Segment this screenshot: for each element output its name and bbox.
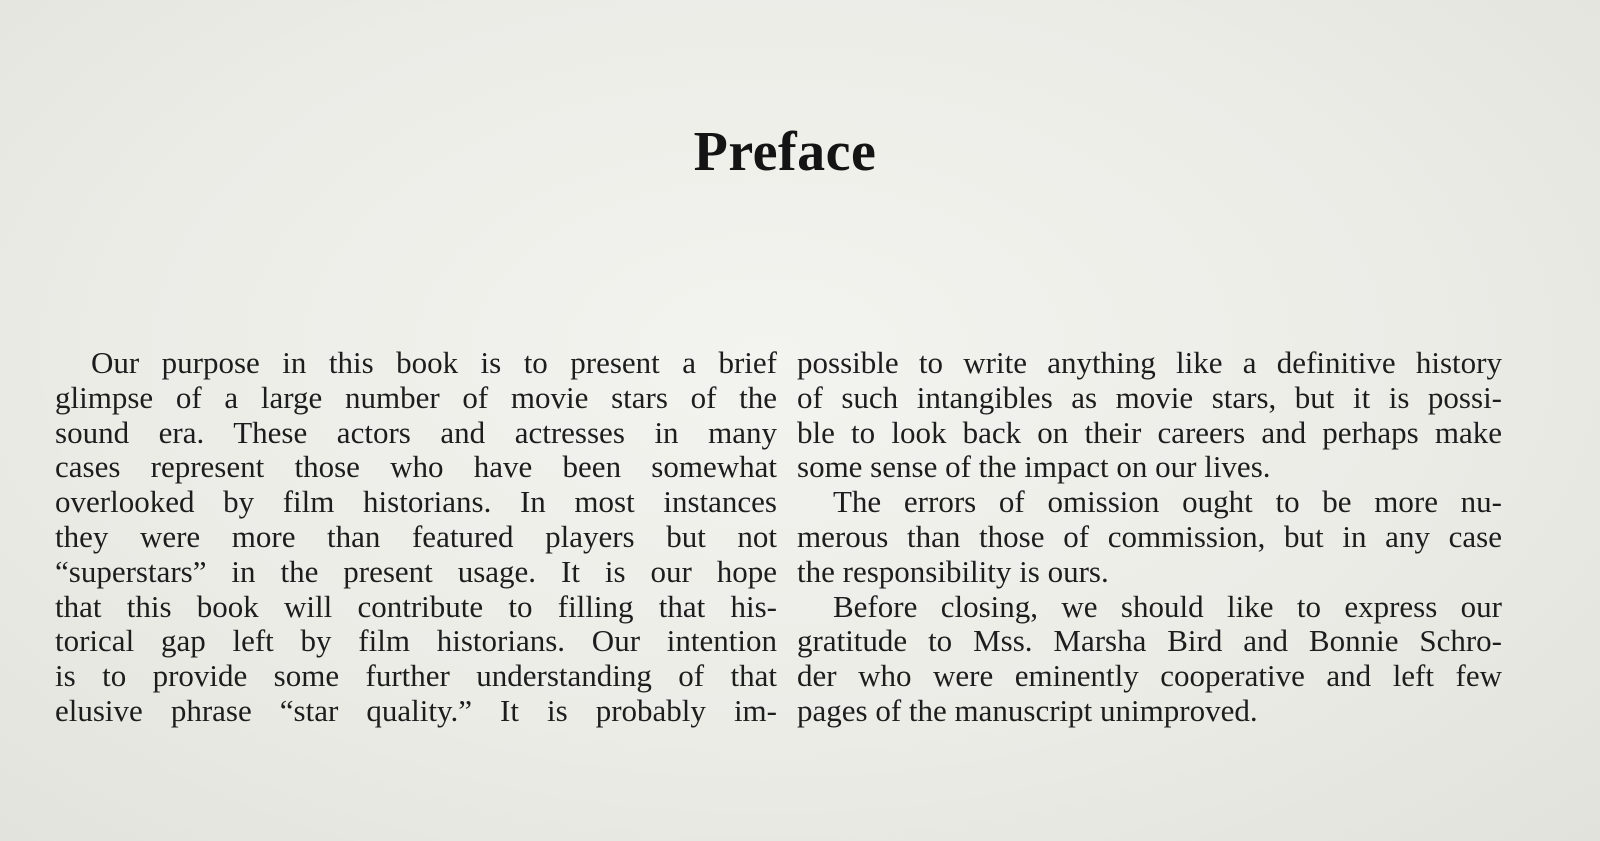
- text-line: that this book will contribute to filling that his-: [55, 588, 777, 624]
- text-line: gratitude to Mss. Marsha Bird and Bonnie Schro-: [797, 623, 1502, 659]
- paragraph-intro: [55, 346, 777, 729]
- text-line: merous than those of commission, but in any case: [797, 518, 1502, 554]
- text-line: The errors of omission ought to be more nu-: [833, 484, 1502, 520]
- text-line: cases represent those who have been somewhat: [55, 449, 777, 485]
- text-line: ble to look back on their careers and perhaps make: [797, 414, 1502, 450]
- text-line: the responsibility is ours.: [797, 553, 1109, 589]
- text-line: overlooked by film historians. In most instances: [55, 484, 777, 520]
- text-line: Our purpose in this book is to present a brief: [91, 345, 777, 380]
- text-line: sound era. These actors and actresses in many: [55, 414, 777, 450]
- paragraph-errors: [797, 485, 1502, 589]
- text-line: “superstars” in the present usage. It is our hope: [55, 553, 777, 589]
- text-line: pages of the manuscript unimproved.: [797, 692, 1258, 728]
- paragraph-acknowledgements: [797, 590, 1502, 729]
- text-line: torical gap left by film historians. Our intention: [55, 623, 777, 659]
- text-line: some sense of the impact on our lives.: [797, 449, 1271, 485]
- text-line: possible to write anything like a definitive history: [797, 345, 1502, 380]
- left-column: [55, 346, 777, 729]
- text-line: der who were eminently cooperative and left few: [797, 658, 1502, 694]
- text-line: they were more than featured players but not: [55, 518, 777, 554]
- text-line: is to provide some further understanding of that: [55, 658, 777, 694]
- right-column: [797, 346, 1502, 729]
- text-line: elusive phrase “star quality.” It is probably im-: [55, 692, 777, 728]
- text-line: of such intangibles as movie stars, but it is possi-: [797, 379, 1502, 415]
- text-line: glimpse of a large number of movie stars of the: [55, 379, 777, 415]
- text-line: Before closing, we should like to express our: [833, 588, 1502, 624]
- paragraph-continued: [797, 346, 1502, 485]
- page-title: Preface: [693, 121, 877, 183]
